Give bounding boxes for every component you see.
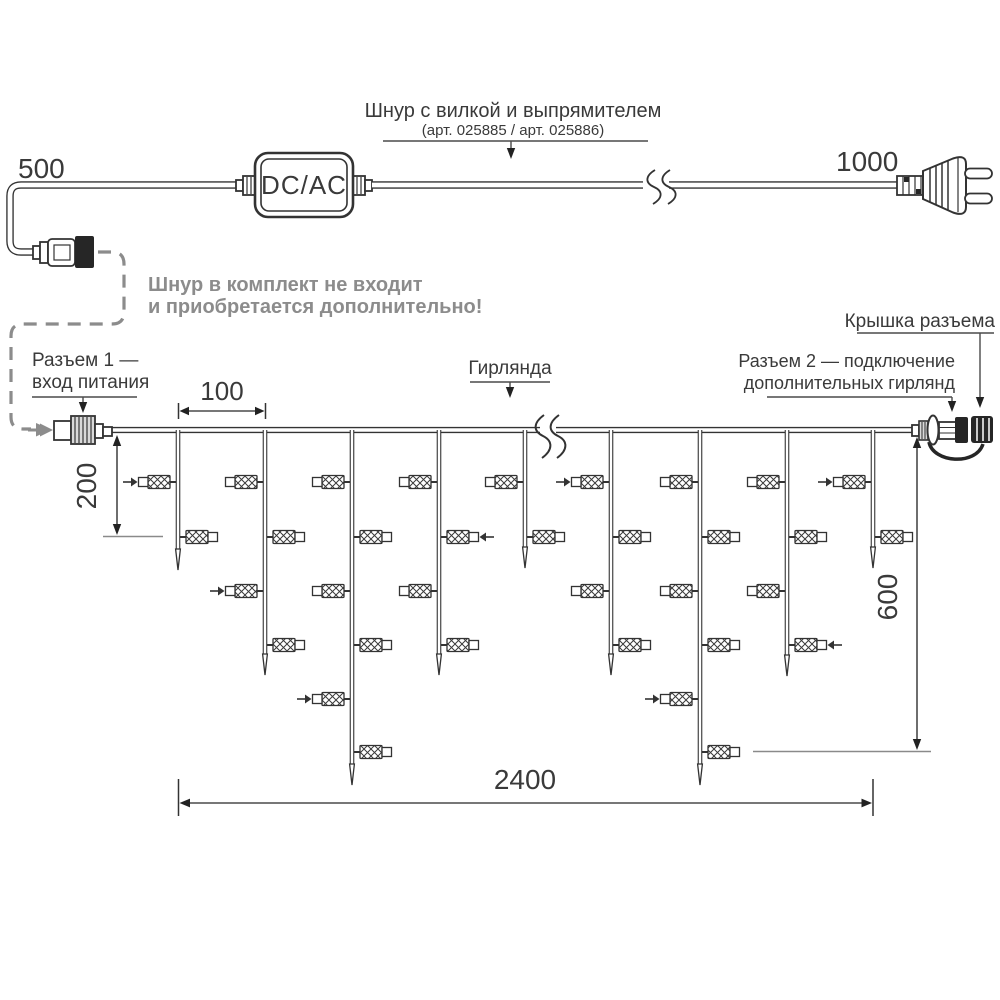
bulb-marker-arrow-head xyxy=(131,478,138,487)
bulb-icon xyxy=(645,693,699,706)
dim-drop-spacing-group xyxy=(179,376,266,419)
drop-tip xyxy=(871,547,876,568)
plug-pin xyxy=(965,169,992,179)
cord-articles: (арт. 025885 / арт. 025886) xyxy=(421,122,605,139)
connector2-label-line2: дополнительных гирлянд xyxy=(743,373,955,393)
bulb-icon xyxy=(613,531,651,544)
dim-cord-left: 500 xyxy=(18,153,65,184)
garland-drop xyxy=(210,429,305,675)
power-cord-right xyxy=(372,170,898,204)
bulb-icon xyxy=(875,531,913,544)
bulb-icon xyxy=(702,531,740,544)
bulb-icon xyxy=(613,639,651,652)
connector1-label-line2: вход питания xyxy=(32,372,150,393)
bulb-icon xyxy=(267,531,305,544)
garland-drop xyxy=(123,429,218,570)
bulb-icon xyxy=(180,531,218,544)
dim-cord-right: 1000 xyxy=(836,146,899,177)
bulb-icon xyxy=(400,476,438,489)
note-line2: и приобретается дополнительно! xyxy=(148,296,483,318)
bulb-icon xyxy=(354,531,392,544)
bulb-icon xyxy=(267,639,305,652)
garland-drop xyxy=(556,429,651,675)
cap-label: Крышка разъема xyxy=(844,311,995,332)
drop-tip xyxy=(698,764,703,785)
bulb-icon xyxy=(226,476,264,489)
bulb-icon xyxy=(661,585,699,598)
converter-label: DC/AC xyxy=(261,170,347,200)
drop-tip xyxy=(609,654,614,675)
dim-max-drop: 600 xyxy=(872,573,903,621)
garland-end-connector xyxy=(912,416,993,460)
bulb-icon xyxy=(313,476,351,489)
garland-drop xyxy=(645,429,740,785)
connector-cap-icon xyxy=(971,416,993,443)
bulb-icon xyxy=(354,639,392,652)
bulb-icon xyxy=(297,693,351,706)
cord-connector-cap xyxy=(75,236,94,268)
drop-tip xyxy=(437,654,442,675)
drop-tip xyxy=(523,547,528,568)
bulb-icon xyxy=(441,639,479,652)
garland-drop xyxy=(486,429,565,568)
bulb-icon xyxy=(748,585,786,598)
connector1-label-group xyxy=(32,350,149,413)
not-included-dashed-path xyxy=(11,252,124,437)
garland-drop xyxy=(748,429,843,676)
garland-drops xyxy=(123,429,913,785)
bulb-icon xyxy=(789,531,827,544)
garland-drop xyxy=(400,429,495,675)
dcac-converter xyxy=(236,153,372,217)
bulb-icon xyxy=(354,746,392,759)
garland-input-connector xyxy=(28,416,112,444)
note-line1: Шнур в комплект не входит xyxy=(148,274,423,296)
cord-output-connector xyxy=(33,236,94,268)
bulb-icon xyxy=(441,531,495,544)
bulb-icon xyxy=(789,639,843,652)
gray-arrow-icon xyxy=(40,424,53,437)
dim-total-width-group xyxy=(179,764,874,816)
dim-drop-spacing: 100 xyxy=(200,376,244,406)
dim-total-width: 2400 xyxy=(493,764,557,795)
bulb-icon xyxy=(486,476,524,489)
cord-label: Шнур с вилкой и выпрямителем xyxy=(364,100,662,122)
bulb-icon xyxy=(123,476,177,489)
bulb-marker-arrow-head xyxy=(218,587,225,596)
bulb-icon xyxy=(661,476,699,489)
cap-tether-cable xyxy=(929,442,983,459)
bulb-icon xyxy=(527,531,565,544)
drop-tip xyxy=(350,764,355,785)
bulb-icon xyxy=(556,476,610,489)
mains-plug-icon xyxy=(897,157,992,214)
garland-label: Гирлянда xyxy=(468,358,552,379)
bulb-icon xyxy=(748,476,786,489)
connector2-label-group xyxy=(738,351,956,412)
bulb-marker-arrow-head xyxy=(564,478,571,487)
connector1-label-line1: Разъем 1 — xyxy=(32,350,139,371)
cord-label-group xyxy=(365,100,662,159)
drop-tip xyxy=(263,654,268,675)
bulb-icon xyxy=(400,585,438,598)
plug-pin xyxy=(965,194,992,204)
bulb-marker-arrow-head xyxy=(480,533,487,542)
bulb-icon xyxy=(572,585,610,598)
bulb-marker-arrow-head xyxy=(826,478,833,487)
not-included-note xyxy=(148,274,482,318)
garland-label-group xyxy=(468,358,552,398)
drop-tip xyxy=(785,655,790,676)
bulb-icon xyxy=(313,585,351,598)
garland-break-icon xyxy=(536,415,566,458)
bulb-icon xyxy=(210,585,264,598)
bulb-marker-arrow-head xyxy=(305,695,312,704)
bulb-icon xyxy=(702,639,740,652)
garland-drop xyxy=(297,429,392,785)
garland-drop xyxy=(818,429,913,568)
bulb-marker-arrow-head xyxy=(828,641,835,650)
bulb-marker-arrow-head xyxy=(653,695,660,704)
dim-first-drop: 200 xyxy=(71,462,102,510)
bulb-icon xyxy=(818,476,872,489)
drop-tip xyxy=(176,549,181,570)
connector2-label-line1: Разъем 2 — подключение xyxy=(738,351,955,371)
bulb-icon xyxy=(702,746,740,759)
